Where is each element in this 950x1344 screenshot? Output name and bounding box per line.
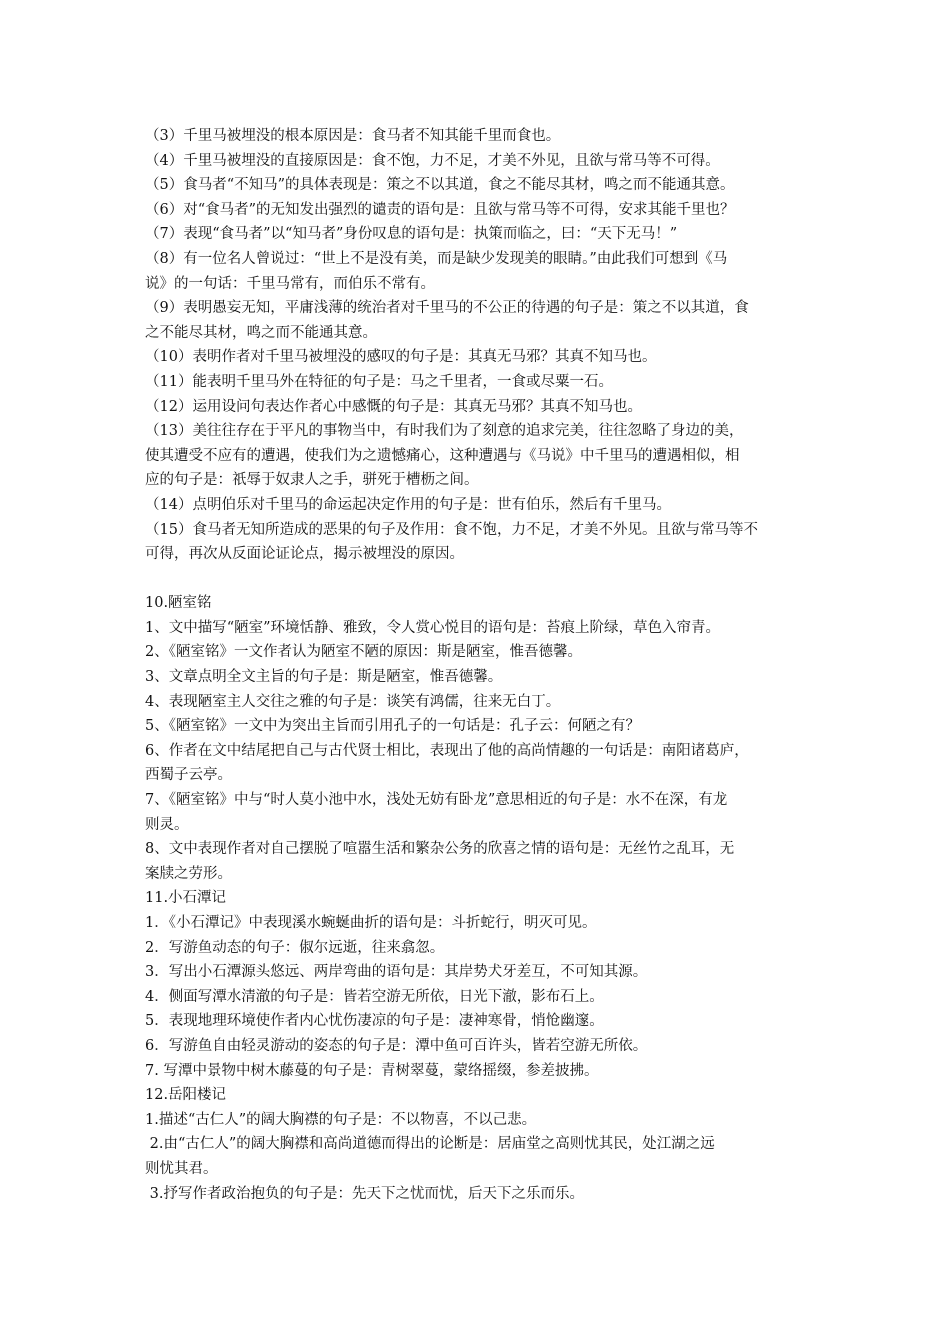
text-line: 可得，再次从反面论证论点，揭示被埋没的原因。 bbox=[145, 546, 464, 563]
text-line: （8）有一位名人曾说过：“世上不是没有美，而是缺少发现美的眼睛。”由此我们可想到《马 bbox=[145, 250, 728, 267]
text-line: 说》的一句话：千里马常有，而伯乐不常有。 bbox=[145, 275, 435, 292]
text-line: （12）运用设问句表达作者心中感慨的句子是：其真无马邪？其真不知马也。 bbox=[145, 398, 642, 415]
text-line: 3.抒写作者政治抱负的句子是：先天下之忧而忧，后天下之乐而乐。 bbox=[145, 1185, 584, 1202]
text-line: 案牍之劳形。 bbox=[145, 865, 232, 882]
text-line: 5、《陋室铭》一文中为突出主旨而引用孔子的一句话是：孔子云：何陋之有？ bbox=[145, 718, 640, 735]
text-line: （9）表明愚妄无知，平庸浅薄的统治者对千里马的不公正的待遇的句子是：策之不以其道，食 bbox=[145, 300, 749, 317]
text-line: （11）能表明千里马外在特征的句子是：马之千里者，一食或尽粟一石。 bbox=[145, 373, 613, 390]
text-line: 西蜀子云亭。 bbox=[145, 767, 232, 784]
text-line: （5）食马者“不知马”的具体表现是：策之不以其道，食之不能尽其材，鸣之而不能通其意。 bbox=[145, 177, 735, 194]
section-title: 11.小石潭记 bbox=[145, 890, 227, 907]
text-line: 1、文中描写“陋室”环境恬静、雅致，令人赏心悦目的语句是：苔痕上阶绿，草色入帘青。 bbox=[145, 619, 721, 636]
section-lou-shi-ming bbox=[145, 591, 825, 886]
text-line: 2．写游鱼动态的句子：俶尔远逝，往来翕忽。 bbox=[145, 939, 445, 956]
text-line: 3、文章点明全文主旨的句子是：斯是陋室，惟吾德馨。 bbox=[145, 669, 503, 686]
text-line: （6）对“食马者”的无知发出强烈的谴责的语句是：且欲与常马等不可得，安求其能千里也？ bbox=[145, 201, 735, 218]
text-line: 则灵。 bbox=[145, 816, 189, 833]
text-line: 7. 写潭中景物中树木藤蔓的句子是：青树翠蔓，蒙络摇缀，参差披拂。 bbox=[145, 1062, 599, 1079]
text-line: 4、表现陋室主人交往之雅的句子是：谈笑有鸿儒，往来无白丁。 bbox=[145, 693, 561, 710]
section-title: 12.岳阳楼记 bbox=[145, 1087, 227, 1104]
text-line: （4）千里马被埋没的直接原因是：食不饱，力不足，才美不外见，且欲与常马等不可得。 bbox=[145, 152, 720, 169]
text-line: 1．《小石潭记》中表现溪水蜿蜒曲折的语句是：斗折蛇行，明灭可见。 bbox=[145, 915, 597, 931]
text-line: 2、《陋室铭》一文作者认为陋室不陋的原因：斯是陋室，惟吾德馨。 bbox=[145, 644, 582, 661]
document-page bbox=[145, 124, 825, 1206]
section-ma-shuo bbox=[145, 124, 825, 567]
text-line: 则忧其君。 bbox=[145, 1160, 218, 1177]
paragraph-gap bbox=[145, 567, 825, 592]
text-line: 4．侧面写潭水清澈的句子是：皆若空游无所依，日光下澈，影布石上。 bbox=[145, 988, 604, 1005]
text-line: 使其遭受不应有的遭遇，使我们为之遗憾痛心，这种遭遇与《马说》中千里马的遭遇相似，相 bbox=[145, 447, 740, 464]
text-line: （15）食马者无知所造成的恶果的句子及作用：食不饱，力不足，才美不外见。且欲与常马等不 bbox=[145, 521, 758, 538]
text-line: 7、《陋室铭》中与“时人莫小池中水，浅处无妨有卧龙”意思相近的句子是：水不在深，有龙 bbox=[145, 792, 728, 809]
section-yue-yang-lou-ji bbox=[145, 1083, 825, 1206]
section-title: 10.陋室铭 bbox=[145, 595, 212, 612]
text-line: 8、文中表现作者对自己摆脱了喧嚣生活和繁杂公务的欣喜之情的语句是：无丝竹之乱耳，无 bbox=[145, 841, 735, 858]
section-xiao-shi-tan-ji bbox=[145, 886, 825, 1083]
text-line: 2.由“古仁人”的阔大胸襟和高尚道德而得出的论断是：居庙堂之高则忧其民，处江湖之远 bbox=[145, 1136, 715, 1153]
text-line: （7）表现“食马者”以“知马者”身份叹息的语句是：执策而临之，曰：“天下无马！” bbox=[145, 226, 678, 243]
text-line: （10）表明作者对千里马被埋没的感叹的句子是：其真无马邪？其真不知马也。 bbox=[145, 349, 657, 366]
text-line: 6．写游鱼自由轻灵游动的姿态的句子是：潭中鱼可百许头，皆若空游无所依。 bbox=[145, 1037, 648, 1054]
text-line: 6、作者在文中结尾把自己与古代贤士相比，表现出了他的高尚情趣的一句话是：南阳诸葛庐， bbox=[145, 742, 749, 759]
text-line: 5．表现地理环境使作者内心忧伤凄凉的句子是：凄神寒骨，悄怆幽邃。 bbox=[145, 1013, 604, 1030]
text-line: （14）点明伯乐对千里马的命运起决定作用的句子是：世有伯乐，然后有千里马。 bbox=[145, 496, 671, 513]
text-line: （3）千里马被埋没的根本原因是：食马者不知其能千里而食也。 bbox=[145, 128, 561, 144]
text-line: 之不能尽其材，鸣之而不能通其意。 bbox=[145, 324, 377, 341]
text-line: 1.描述“古仁人”的阔大胸襟的句子是：不以物喜，不以己悲。 bbox=[145, 1111, 537, 1128]
text-line: 3．写出小石潭源头悠远、两岸弯曲的语句是：其岸势犬牙差互，不可知其源。 bbox=[145, 964, 648, 981]
text-line: 应的句子是：祇辱于奴隶人之手，骈死于槽枥之间。 bbox=[145, 472, 479, 489]
text-line: （13）美往往存在于平凡的事物当中，有时我们为了刻意的追求完美，往往忽略了身边的美， bbox=[145, 423, 744, 440]
